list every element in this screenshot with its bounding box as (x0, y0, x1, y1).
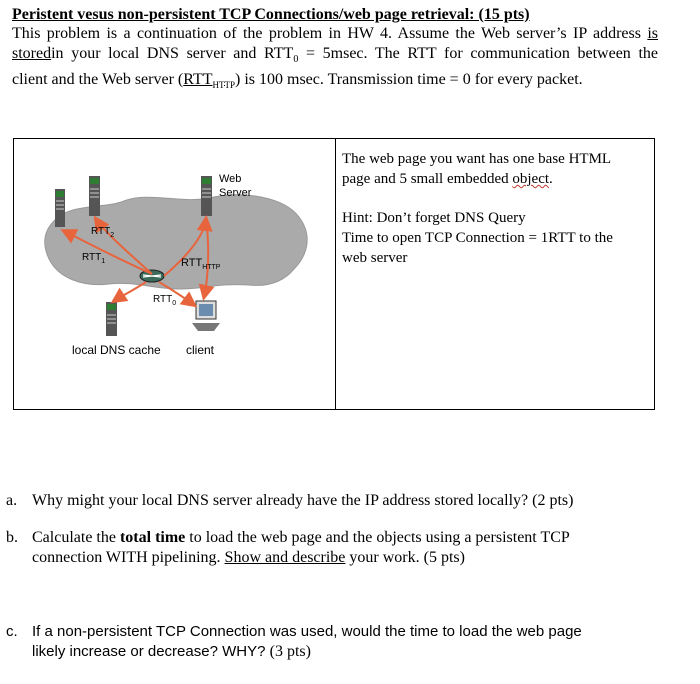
local-dns-server-icon (106, 302, 117, 336)
problem-table (13, 138, 655, 410)
question-c-text: If a non-persistent TCP Connection was used, would the time to load the web page likely increase or decrease? WHY? (3 pts) (32, 623, 582, 660)
intro-line2-text: in your local DNS server and RTT (51, 45, 294, 62)
web-server-icon (201, 176, 212, 216)
hint-line3: web server (342, 250, 408, 266)
show-and-describe: Show and describe (224, 549, 346, 566)
page-desc-line1: The web page you want has one base HTML (342, 151, 612, 167)
dns-server-icon-1 (55, 189, 65, 227)
intro-line3-text: client and the Web server ( (12, 71, 184, 89)
rtt1-label: $RTT_1$ (82, 252, 106, 265)
question-b-label: b. (6, 529, 18, 546)
total-time-bold: total time (119, 529, 186, 546)
local-dns-cache-label: local DNS cache (72, 343, 161, 357)
hint-line2: Time to open TCP Connection = 1RTT to the (342, 230, 613, 246)
intro-is: is (647, 25, 659, 42)
router-icon (140, 270, 164, 282)
client-label: client (186, 343, 215, 357)
page-desc-line2: page and 5 small embedded (342, 171, 513, 187)
question-b-text: Calculate the total time to load the web page and the objects using a persistent TCP connection WITH pipelining. Show and describe your work. (5 pts) (32, 529, 570, 566)
arrow-rtt0-dns (114, 282, 146, 301)
web-label-2: Server (219, 187, 252, 199)
table-divider (335, 139, 336, 409)
intro-line1-text: This problem is a continuation of the problem in HW 4. Assume the Web server’s IP address (12, 25, 641, 42)
problem-title: Peristent vesus non-persistent TCP Connections/web page retrieval: (15 pts) (12, 6, 530, 23)
question-c-label: c. (6, 623, 18, 640)
problem-intro (12, 24, 658, 95)
question-a-label: a. (6, 492, 18, 509)
rtt2-label: $RTT_2$ (91, 226, 115, 239)
rtt-http-label: $RTT_{HTTP}$ (181, 257, 221, 271)
intro-stored: stored (12, 45, 52, 62)
intro-line3-rest: ) is 100 msec. Transmission time = 0 for every packet. (235, 71, 583, 89)
client-computer-icon (192, 301, 220, 331)
network-diagram (14, 139, 335, 411)
intro-rtt0-sub: 0 (293, 54, 299, 66)
right-cell-text: The web page you want has one base HTML page and 5 small embedded object. Hint: Don’t forget DNS Query Time to open TCP Connection = 1RTT to the web server (342, 149, 642, 268)
hint-line1: Hint: Don’t forget DNS Query (342, 210, 526, 226)
question-a-text: Why might your local DNS server already have the IP address stored locally? (2 pts) (32, 492, 574, 509)
web-label-1: Web (219, 173, 242, 185)
object-word: object (512, 171, 550, 187)
dns-server-icon-2 (89, 176, 100, 216)
intro-rtt-http: $RTT_{HTTP}$ (183, 71, 235, 91)
rtt0-label: $RTT_0$ (153, 294, 177, 307)
intro-line2-rest: = 5msec. The RTT for communication between the (298, 45, 658, 62)
